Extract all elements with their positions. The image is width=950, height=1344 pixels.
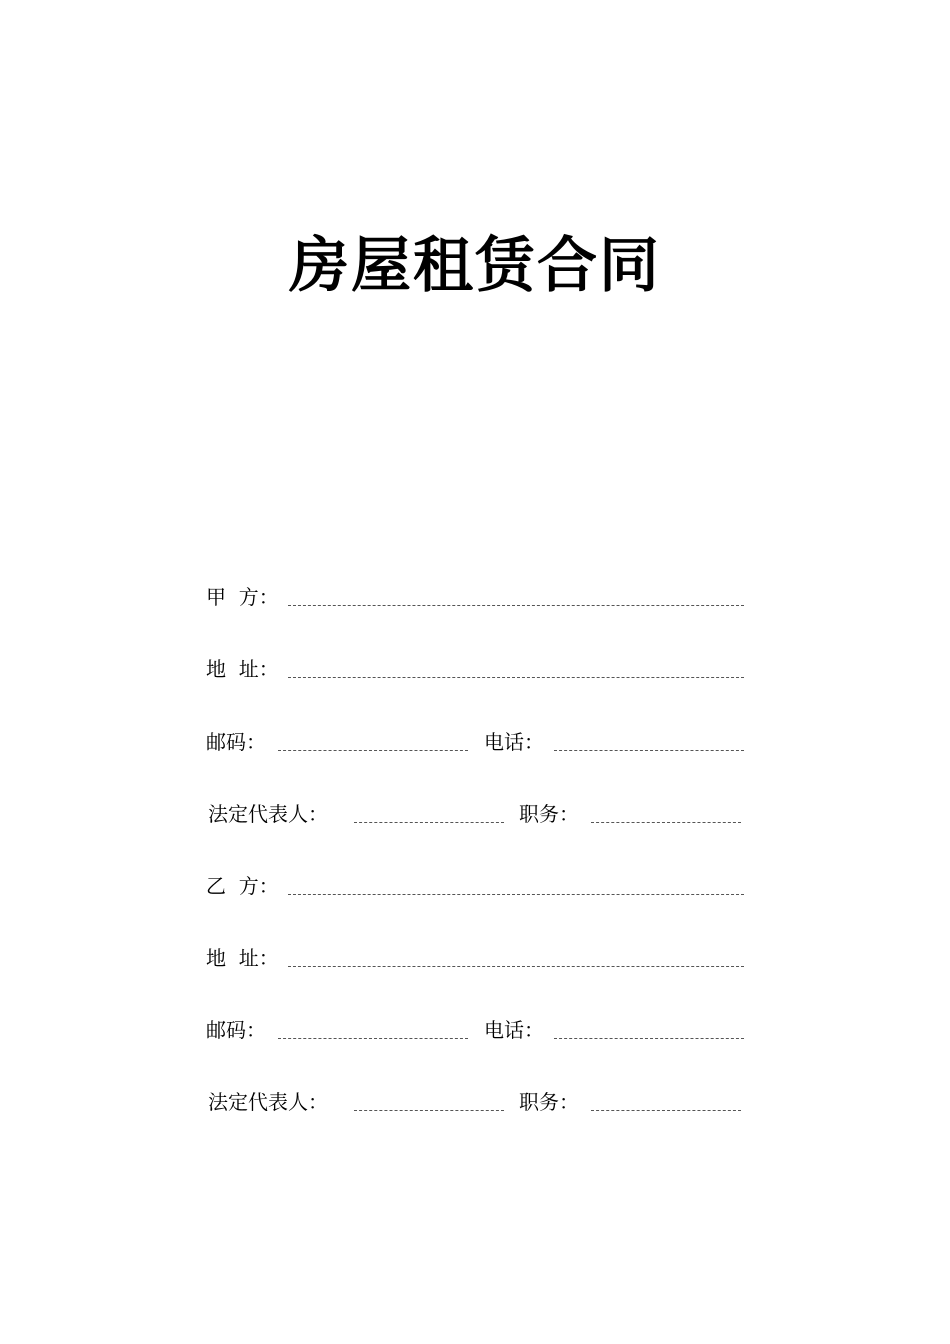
party-a-phone-label: 电话： bbox=[484, 730, 544, 754]
party-a-legal-rep-label: 法定代表人： bbox=[208, 802, 328, 826]
party-a-position-label: 职务： bbox=[519, 802, 579, 826]
party-b-phone-field bbox=[484, 1015, 744, 1045]
party-b-position-blank[interactable] bbox=[591, 1087, 741, 1117]
party-a-address-label: 地 址： bbox=[206, 657, 279, 681]
party-a-address-field bbox=[206, 654, 744, 684]
party-a-postcode-label: 邮码： bbox=[206, 730, 266, 754]
party-b-name-label: 乙 方： bbox=[206, 874, 279, 898]
party-b-address-blank[interactable] bbox=[288, 943, 744, 973]
party-b-postcode-blank[interactable] bbox=[278, 1015, 468, 1045]
party-a-phone-field bbox=[484, 727, 744, 757]
party-b-legal-rep-blank[interactable] bbox=[354, 1087, 504, 1117]
party-b-position-field bbox=[519, 1087, 741, 1117]
party-a-position-blank[interactable] bbox=[591, 799, 741, 829]
party-a-legal-rep-blank[interactable] bbox=[354, 799, 504, 829]
party-b-postcode-field bbox=[206, 1015, 468, 1045]
party-a-position-field bbox=[519, 799, 741, 829]
party-b-phone-label: 电话： bbox=[484, 1018, 544, 1042]
party-a-address-blank[interactable] bbox=[288, 654, 744, 684]
party-b-name-blank[interactable] bbox=[288, 871, 744, 901]
party-b-legal-rep-field bbox=[208, 1087, 504, 1117]
party-b-phone-blank[interactable] bbox=[554, 1015, 744, 1045]
document-title: 房屋租赁合同 bbox=[289, 231, 661, 301]
party-a-phone-blank[interactable] bbox=[554, 727, 744, 757]
party-b-postcode-label: 邮码： bbox=[206, 1018, 266, 1042]
party-b-legal-rep-label: 法定代表人： bbox=[208, 1090, 328, 1114]
party-b-address-field bbox=[206, 943, 744, 973]
party-a-name-field bbox=[206, 582, 744, 612]
party-b-name-field bbox=[206, 871, 744, 901]
party-a-postcode-field bbox=[206, 727, 468, 757]
party-b-address-label: 地 址： bbox=[206, 946, 279, 970]
party-b-position-label: 职务： bbox=[519, 1090, 579, 1114]
party-a-legal-rep-field bbox=[208, 799, 504, 829]
party-a-name-label: 甲 方： bbox=[206, 585, 279, 609]
party-a-name-blank[interactable] bbox=[288, 582, 744, 612]
party-a-postcode-blank[interactable] bbox=[278, 727, 468, 757]
